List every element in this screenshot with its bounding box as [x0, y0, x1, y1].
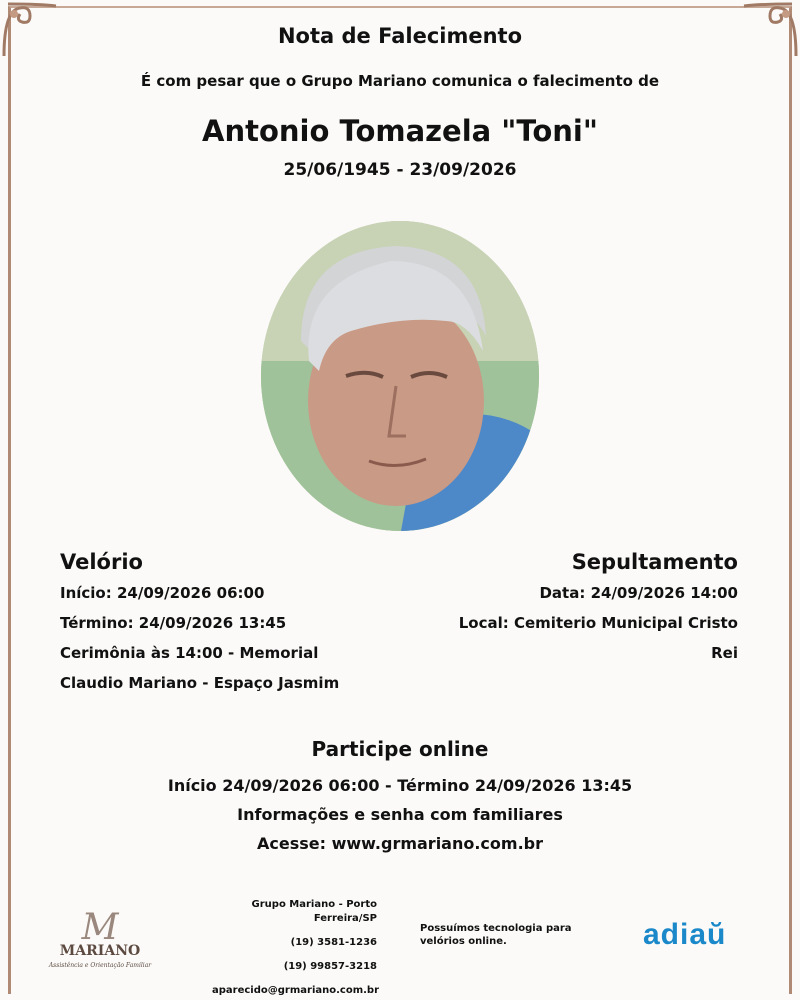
- notice-intro: É com pesar que o Grupo Mariano comunica o falecimento de: [140, 72, 660, 90]
- velorio-section: [60, 548, 400, 698]
- velorio-ceremony-place: Claudio Mariano - Espaço Jasmim: [60, 674, 340, 692]
- velorio-start: Início: 24/09/2026 06:00: [60, 584, 265, 602]
- svg-text:MARIANO: MARIANO: [59, 943, 141, 959]
- velorio-ceremony: Cerimônia às 14:00 - Memorial: [60, 644, 319, 662]
- footer-contact: [212, 898, 380, 1000]
- deceased-photo: [261, 221, 539, 531]
- phone-landline[interactable]: (19) 3581-1236: [290, 937, 377, 948]
- contact-email[interactable]: aparecido@grmariano.com.br: [212, 985, 380, 996]
- sepultamento-location-cont: Rei: [711, 644, 738, 662]
- notice-title: Nota de Falecimento: [277, 24, 523, 48]
- velorio-heading: Velório: [60, 550, 143, 574]
- svg-text:M: M: [81, 907, 119, 948]
- life-dates: 25/06/1945 - 23/09/2026: [283, 160, 517, 180]
- deceased-name: Antonio Tomazela "Toni": [202, 114, 598, 148]
- online-info: Informações e senha com familiares: [237, 805, 563, 824]
- phone-mobile[interactable]: (19) 99857-3218: [283, 961, 377, 972]
- online-heading: Participe online: [311, 737, 489, 761]
- sepultamento-section: [398, 548, 738, 668]
- online-access-link[interactable]: Acesse: www.grmariano.com.br: [257, 834, 543, 853]
- online-tech-note: Possuímos tecnologia para velórios online.: [420, 923, 572, 947]
- sepultamento-location: Local: Cemiterio Municipal Cristo: [458, 614, 738, 632]
- mariano-logo: [44, 903, 156, 973]
- adiau-logo: adiaŭ: [643, 918, 727, 951]
- company-address: Grupo Mariano - Porto Ferreira/SP: [251, 899, 377, 924]
- velorio-end: Término: 24/09/2026 13:45: [60, 614, 287, 632]
- online-schedule: Início 24/09/2026 06:00 - Término 24/09/2026 13:45: [167, 776, 633, 795]
- sepultamento-date: Data: 24/09/2026 14:00: [539, 584, 738, 602]
- svg-text:Assistência e Orientação Famil: Assistência e Orientação Familiar: [48, 962, 152, 969]
- sepultamento-heading: Sepultamento: [571, 550, 738, 574]
